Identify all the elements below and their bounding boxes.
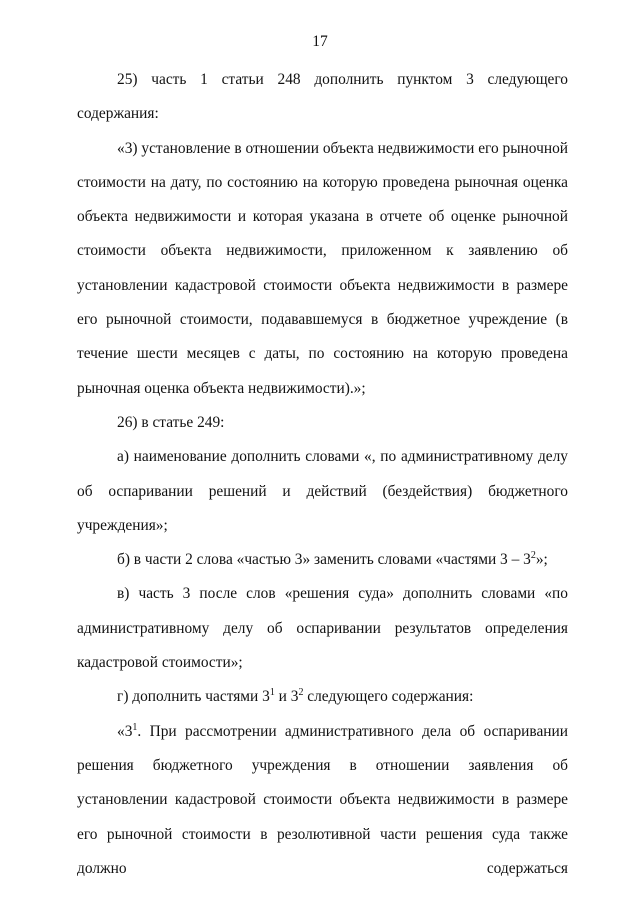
paragraph-g bbox=[77, 680, 568, 714]
paragraph-g-end: следующего содержания: bbox=[303, 688, 474, 706]
paragraph-3-1-text: . При рассмотрении административного дела об оспаривании решения бюджетного учреждения в отношении заявления об установлении кадастровой стоимости объекта недвижимости в размере его рыночной стоимости в резолютивной части решения суда также должно содержаться bbox=[77, 722, 568, 877]
paragraph-g-and: и 3 bbox=[274, 688, 299, 706]
paragraph-b bbox=[77, 543, 568, 577]
paragraph-g-superscript-1: 1 bbox=[269, 687, 275, 699]
paragraph-quoted-item-3: «3) установление в отношении объекта недвижимости его рыночной стоимости на дату, по состоянию на которую проведена рыночная оценка объекта недвижимости и которая указана в отчете об оценке рыночной стоимости объекта недвижимости, приложенном к заявлению об установлении кадастровой стоимости объекта недвижимости в размере его рыночной стоимости, подававшемуся в бюджетное учреждение (в течение шести месяцев с даты, по состоянию на которую проведена рыночная оценка объекта недвижимости).»; bbox=[77, 139, 568, 397]
paragraph-b-superscript: 2 bbox=[530, 550, 536, 562]
paragraph-3-1 bbox=[77, 715, 568, 886]
document-body bbox=[77, 63, 568, 886]
paragraph-a: а) наименование дополнить словами «, по административному делу об оспаривании решений и действий (бездействия) бюджетного учреждения»; bbox=[77, 448, 568, 534]
paragraph-b-end: »; bbox=[535, 551, 548, 569]
paragraph-26: 26) в статье 249: bbox=[117, 413, 225, 431]
paragraph-b-text: б) в части 2 слова «частью 3» заменить словами «частями 3 – 3 bbox=[117, 551, 531, 569]
paragraph-g-text: г) дополнить частями 3 bbox=[117, 688, 270, 706]
paragraph-g-superscript-2: 2 bbox=[298, 687, 304, 699]
paragraph-v: в) часть 3 после слов «решения суда» дополнить словами «по административному делу об оспаривании результатов определения кадастровой стоимости»; bbox=[77, 585, 568, 672]
paragraph-3-1-open: «3 bbox=[117, 722, 133, 740]
page-number: 17 bbox=[312, 33, 328, 50]
paragraph-3-1-superscript: 1 bbox=[132, 721, 138, 733]
paragraph-25: 25) часть 1 статьи 248 дополнить пунктом 3 следующего содержания: bbox=[77, 71, 568, 123]
